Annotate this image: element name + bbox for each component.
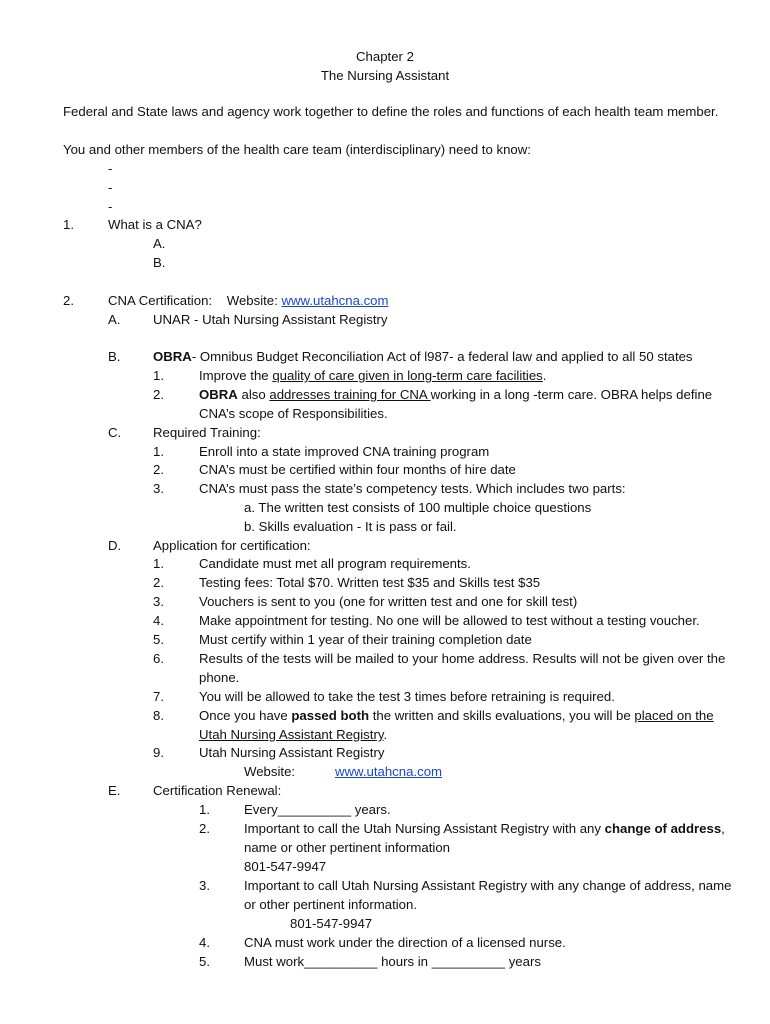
sub-item: b. Skills evaluation - It is pass or fail. bbox=[244, 519, 457, 534]
outline-letter: B. bbox=[153, 255, 166, 270]
text-segment: working in a long -term care. OBRA helps define bbox=[430, 387, 713, 402]
outline-title: Application for certification: bbox=[153, 538, 311, 553]
obra-definition bbox=[153, 350, 693, 363]
list-item bbox=[199, 709, 714, 722]
text-segment: Improve the bbox=[199, 368, 273, 383]
website-link[interactable]: www.utahcna.com bbox=[335, 764, 443, 779]
underlined-text: quality of care given in long-term care facilities bbox=[272, 368, 543, 383]
text-segment: Must work bbox=[244, 954, 305, 969]
fill-in-blank: __________ bbox=[277, 802, 352, 817]
outline-title: Required Training: bbox=[153, 425, 261, 440]
section-title bbox=[108, 294, 389, 307]
phone-number: 801-547-9947 bbox=[290, 916, 373, 931]
text-segment: Important to call the Utah Nursing Assistant Registry with any bbox=[244, 821, 605, 836]
list-number: 6. bbox=[153, 651, 164, 666]
list-item: You will be allowed to take the test 3 times before retraining is required. bbox=[199, 689, 615, 704]
list-item: Results of the tests will be mailed to your home address. Results will not be given over the bbox=[199, 651, 726, 666]
text-segment: also bbox=[237, 387, 270, 402]
underlined-text: addresses training for CNA bbox=[269, 387, 431, 402]
chapter-title: The Nursing Assistant bbox=[320, 68, 450, 83]
outline-letter: A. bbox=[108, 312, 121, 327]
list-number: 8. bbox=[153, 708, 164, 723]
text-segment: . bbox=[542, 368, 547, 383]
list-number: 2. bbox=[153, 575, 164, 590]
outline-letter: B. bbox=[108, 349, 121, 364]
website-label: Website: bbox=[226, 293, 278, 308]
sub-item: a. The written test consists of 100 multiple choice questions bbox=[244, 500, 592, 515]
list-item: Testing fees: Total $70. Written test $35 and Skills test $35 bbox=[199, 575, 541, 590]
list-item: Candidate must met all program requirements. bbox=[199, 556, 471, 571]
outline-letter: D. bbox=[108, 538, 122, 553]
list-number: 5. bbox=[153, 632, 164, 647]
phone-number: 801-547-9947 bbox=[244, 859, 327, 874]
list-item-cont: name or other pertinent information bbox=[244, 840, 450, 855]
list-number: 2. bbox=[153, 462, 164, 477]
list-item: Important to call Utah Nursing Assistant Registry with any change of address, name bbox=[244, 878, 732, 893]
bold-text: change of address bbox=[604, 821, 722, 836]
list-number: 3. bbox=[153, 594, 164, 609]
list-number: 1. bbox=[153, 368, 164, 383]
list-number: 7. bbox=[153, 689, 164, 704]
text-segment: Once you have bbox=[199, 708, 292, 723]
blank-dash: - bbox=[108, 180, 113, 195]
list-item: Utah Nursing Assistant Registry bbox=[199, 745, 385, 760]
list-item-cont: CNA’s scope of Responsibilities. bbox=[199, 406, 388, 421]
list-number: 5. bbox=[199, 954, 210, 969]
chapter-heading: Chapter 2 bbox=[356, 49, 414, 64]
obra-text: - Omnibus Budget Reconciliation Act of l987- a federal law and applied to all 50 states bbox=[191, 349, 693, 364]
text-segment: . bbox=[383, 727, 388, 742]
list-number: 1. bbox=[199, 802, 210, 817]
text-segment: hours in bbox=[377, 954, 432, 969]
text-segment: the written and skills evaluations, you will be bbox=[369, 708, 635, 723]
underlined-text: placed on the bbox=[634, 708, 714, 723]
list-item bbox=[244, 822, 725, 835]
website-label: Website: bbox=[244, 764, 296, 779]
underlined-text: Utah Nursing Assistant Registry bbox=[199, 727, 384, 742]
list-number: 9. bbox=[153, 745, 164, 760]
list-number: 2. bbox=[199, 821, 210, 836]
outline-text: UNAR - Utah Nursing Assistant Registry bbox=[153, 312, 388, 327]
outline-letter: A. bbox=[153, 236, 166, 251]
list-item: CNA’s must pass the state’s competency tests. Which includes two parts: bbox=[199, 481, 626, 496]
list-number: 1. bbox=[153, 444, 164, 459]
list-item bbox=[199, 388, 712, 401]
fill-in-blank: __________ bbox=[431, 954, 506, 969]
text-segment: years bbox=[505, 954, 541, 969]
blank-dash: - bbox=[108, 199, 113, 214]
list-item: Make appointment for testing. No one will be allowed to test without a testing voucher. bbox=[199, 613, 700, 628]
outline-title: Certification Renewal: bbox=[153, 783, 282, 798]
list-item: Vouchers is sent to you (one for written test and one for skill test) bbox=[199, 594, 578, 609]
website-link[interactable]: www.utahcna.com bbox=[281, 293, 389, 308]
list-item-cont bbox=[199, 728, 387, 741]
text-segment: , bbox=[721, 821, 725, 836]
list-number: 4. bbox=[199, 935, 210, 950]
list-item: Enroll into a state improved CNA training program bbox=[199, 444, 490, 459]
fill-in-blank: __________ bbox=[304, 954, 378, 969]
list-item-cont: phone. bbox=[199, 670, 240, 685]
list-item bbox=[244, 955, 541, 968]
text-segment: years. bbox=[351, 802, 391, 817]
intro-paragraph: Federal and State laws and agency work together to define the roles and functions of each health team member. bbox=[63, 104, 719, 119]
text-segment: Every bbox=[244, 802, 278, 817]
section-number: 1. bbox=[63, 217, 74, 232]
list-number: 3. bbox=[199, 878, 210, 893]
section-number: 2. bbox=[63, 293, 74, 308]
list-item bbox=[244, 803, 391, 816]
list-number: 3. bbox=[153, 481, 164, 496]
list-item: Must certify within 1 year of their training completion date bbox=[199, 632, 532, 647]
bold-text: passed both bbox=[291, 708, 370, 723]
list-item-cont: or other pertinent information. bbox=[244, 897, 417, 912]
list-item: CNA’s must be certified within four months of hire date bbox=[199, 462, 516, 477]
obra-bold: OBRA bbox=[153, 349, 192, 364]
blank-dash: - bbox=[108, 161, 113, 176]
outline-letter: E. bbox=[108, 783, 121, 798]
list-number: 4. bbox=[153, 613, 164, 628]
cert-title: CNA Certification: bbox=[108, 293, 213, 308]
section-title: What is a CNA? bbox=[108, 217, 202, 232]
website-line bbox=[335, 765, 442, 778]
outline-letter: C. bbox=[108, 425, 122, 440]
intro-need-to-know: You and other members of the health care team (interdisciplinary) need to know: bbox=[63, 142, 531, 157]
list-item bbox=[199, 369, 546, 382]
list-number: 1. bbox=[153, 556, 164, 571]
obra-bold: OBRA bbox=[199, 387, 238, 402]
list-number: 2. bbox=[153, 387, 164, 402]
list-item: CNA must work under the direction of a licensed nurse. bbox=[244, 935, 566, 950]
